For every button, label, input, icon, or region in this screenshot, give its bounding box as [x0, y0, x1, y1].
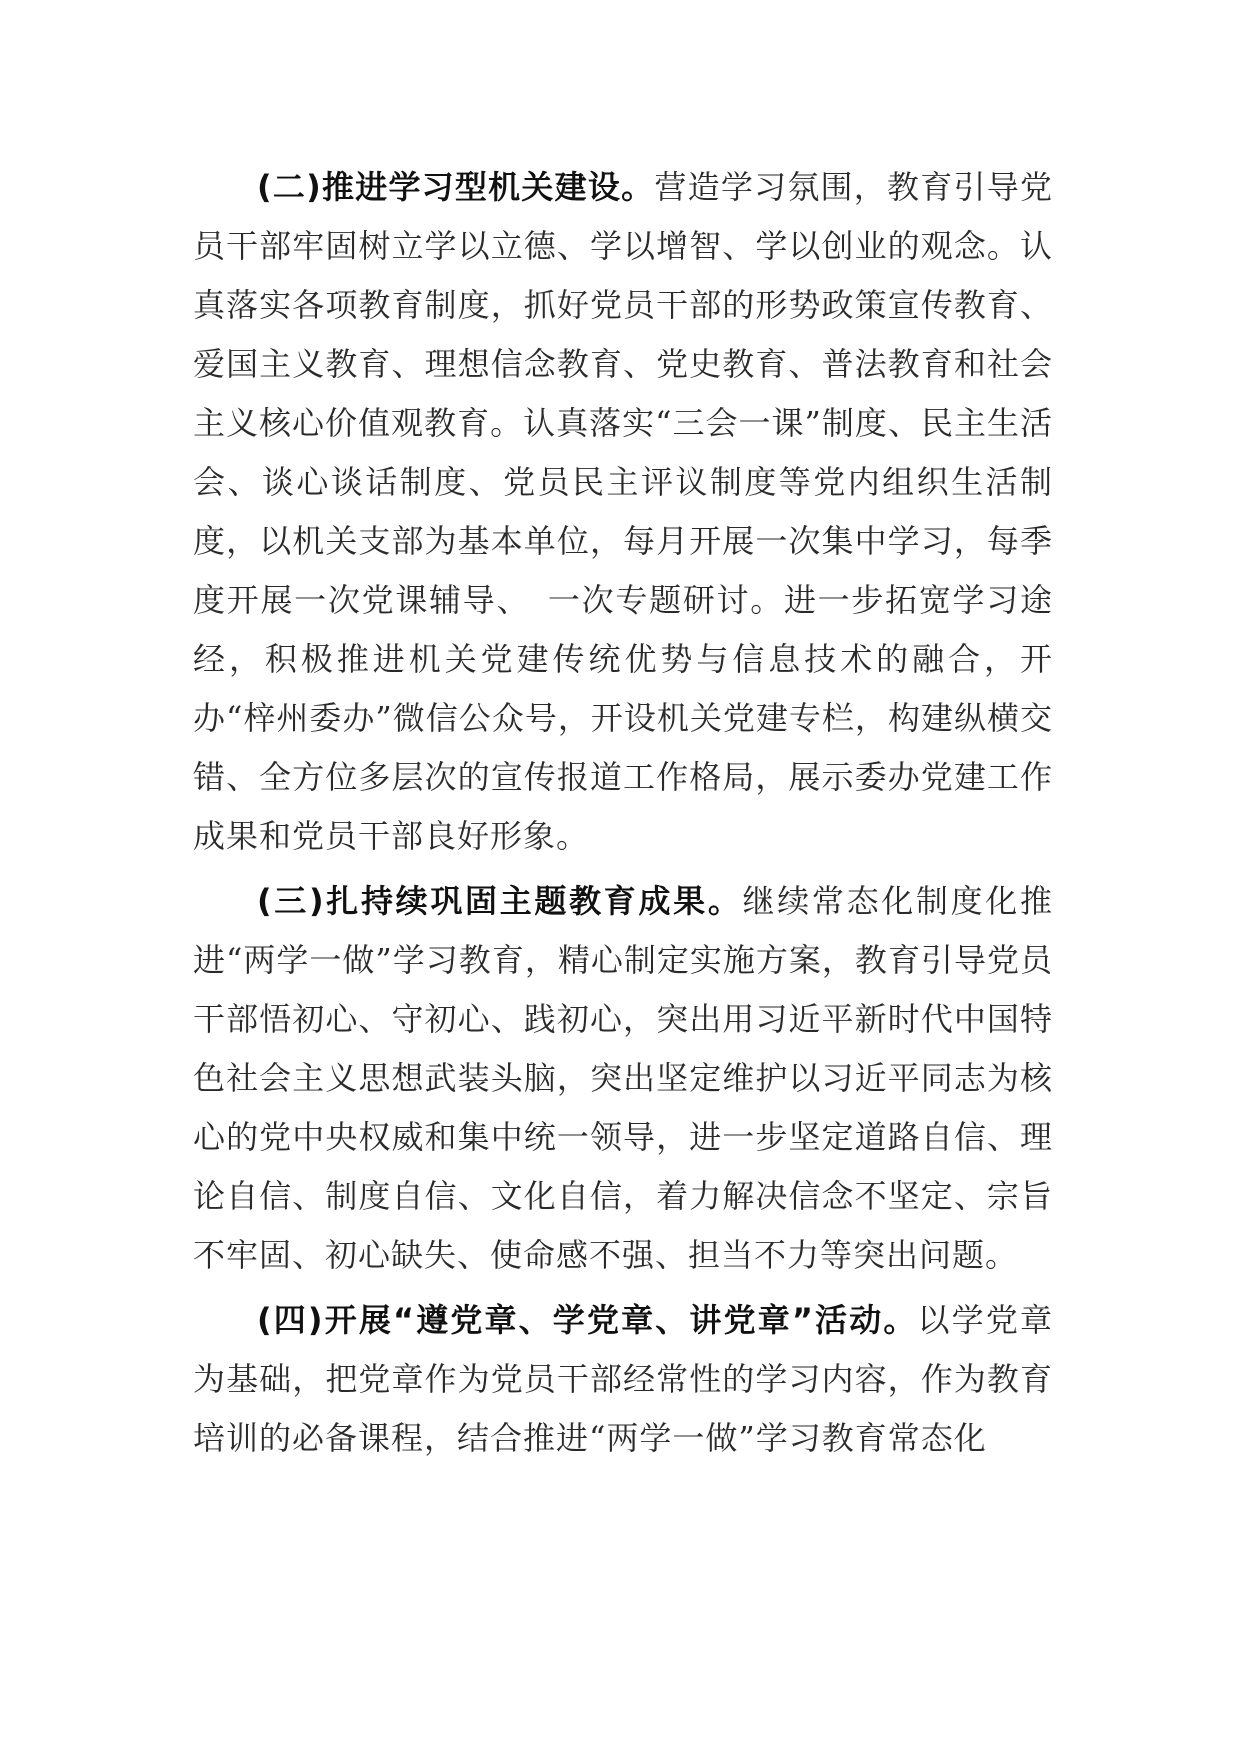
section-heading-4: (四)开展“遵党章、学党章、讲党章”活动。 — [257, 1301, 918, 1339]
section-heading-3: (三)扎持续巩固主题教育成果。 — [257, 882, 743, 920]
paragraph-3 — [193, 872, 1053, 1285]
paragraph-2 — [193, 158, 1053, 866]
paragraph-text-4: 以学党章为基础，把党章作为党员干部经常性的学习内容，作为教育培训的必备课程，结合推进“两学一做”学习教育常态化 — [193, 1301, 1053, 1457]
paragraph-text-2: 营造学习氛围，教育引导党员干部牢固树立学以立德、学以增智、学以创业的观念。认真落实各项教育制度，抓好党员干部的形势政策宣传教育、爱国主义教育、理想信念教育、党史教育、普法教育和社会主义核心价值观教育。认真落实“三会一课”制度、民主生活会、谈心谈话制度、党员民主评议制度等党内组织生活制度，以机关支部为基本单位，每月开展一次集中学习，每季度开展一次党课辅导、 一次专题研讨。进一步拓宽学习途经，积极推进机关党建传统优势与信息技术的融合，开办“梓州委办”微信公众号，开设机关党建专栏，构建纵横交错、全方位多层次的宣传报道工作格局，展示委办党建工作成果和党员干部良好形象。 — [193, 168, 1053, 855]
section-heading-2: (二)推进学习型机关建设。 — [257, 168, 655, 206]
document-body — [193, 158, 1053, 1474]
paragraph-4 — [193, 1291, 1053, 1468]
paragraph-text-3: 继续常态化制度化推进“两学一做”学习教育，精心制定实施方案，教育引导党员干部悟初心、守初心、践初心，突出用习近平新时代中国特色社会主义思想武装头脑，突出坚定维护以习近平同志为核心的党中央权威和集中统一领导，进一步坚定道路自信、理论自信、制度自信、文化自信，着力解决信念不坚定、宗旨不牢固、初心缺失、使命感不强、担当不力等突出问题。 — [193, 882, 1053, 1274]
